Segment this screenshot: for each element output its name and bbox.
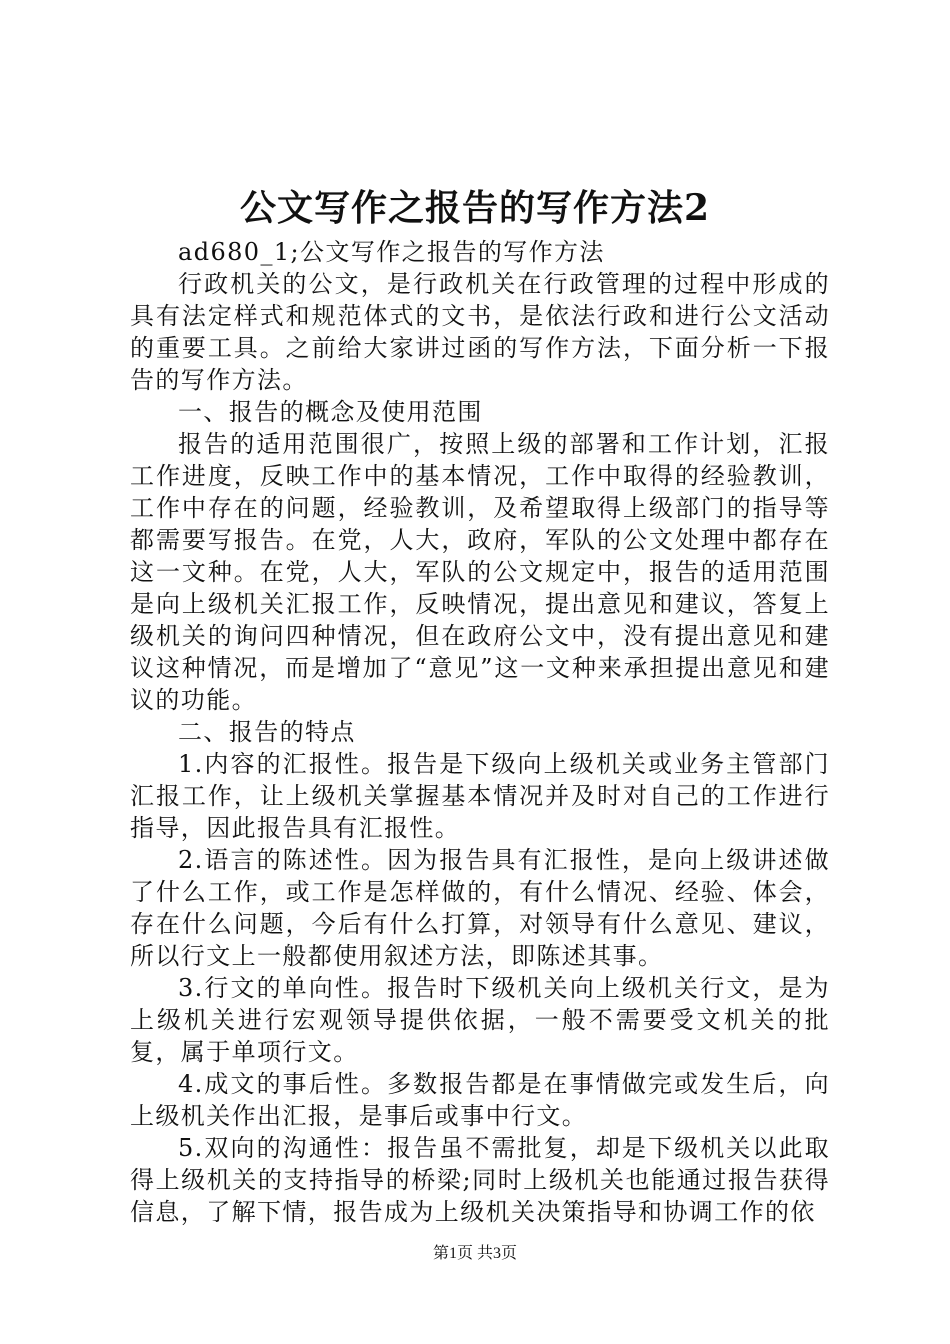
paragraph-reference: ad680_1;公文写作之报告的写作方法	[178, 238, 605, 266]
feature-item-2: 2.语言的陈述性。因为报告具有汇报性，是向上级讲述做了什么工作，或工作是怎样做的，有什么情况、经验、体会，存在什么问题，今后有什么打算，对领导有什么意见、建议，所以行文上一般都使用叙述方法，即陈述其事。	[130, 846, 830, 970]
page-footer: 第1页 共3页	[432, 1245, 517, 1262]
paragraph-intro: 行政机关的公文，是行政机关在行政管理的过程中形成的具有法定样式和规范体式的文书，是依法行政和进行公文活动的重要工具。之前给大家讲过函的写作方法，下面分析一下报告的写作方法。	[130, 270, 830, 394]
section-heading-concept: 一、报告的概念及使用范围	[178, 398, 483, 426]
feature-item-1: 1.内容的汇报性。报告是下级向上级机关或业务主管部门汇报工作，让上级机关掌握基本情况并及时对自己的工作进行指导，因此报告具有汇报性。	[130, 750, 830, 842]
document-body	[130, 236, 830, 1228]
feature-item-5: 5.双向的沟通性：报告虽不需批复，却是下级机关以此取得上级机关的支持指导的桥梁;同时上级机关也能通过报告获得信息，了解下情，报告成为上级机关决策指导和协调工作的依	[130, 1134, 830, 1226]
document-title: 公文写作之报告的写作方法2	[239, 187, 711, 229]
section-heading-features: 二、报告的特点	[178, 718, 356, 746]
paragraph-scope: 报告的适用范围很广，按照上级的部署和工作计划，汇报工作进度，反映工作中的基本情况，工作中取得的经验教训，工作中存在的问题，经验教训，及希望取得上级部门的指导等都需要写报告。在党，人大，政府，军队的公文处理中都存在这一文种。在党，人大，军队的公文规定中，报告的适用范围是向上级机关汇报工作，反映情况，提出意见和建议，答复上级机关的询问四种情况，但在政府公文中，没有提出意见和建议这种情况，而是增加了“意见”这一文种来承担提出意见和建议的功能。	[130, 430, 830, 714]
feature-item-4: 4.成文的事后性。多数报告都是在事情做完或发生后，向上级机关作出汇报，是事后或事中行文。	[130, 1070, 830, 1130]
feature-item-3: 3.行文的单向性。报告时下级机关向上级机关行文，是为上级机关进行宏观领导提供依据，一般不需要受文机关的批复，属于单项行文。	[130, 974, 830, 1066]
